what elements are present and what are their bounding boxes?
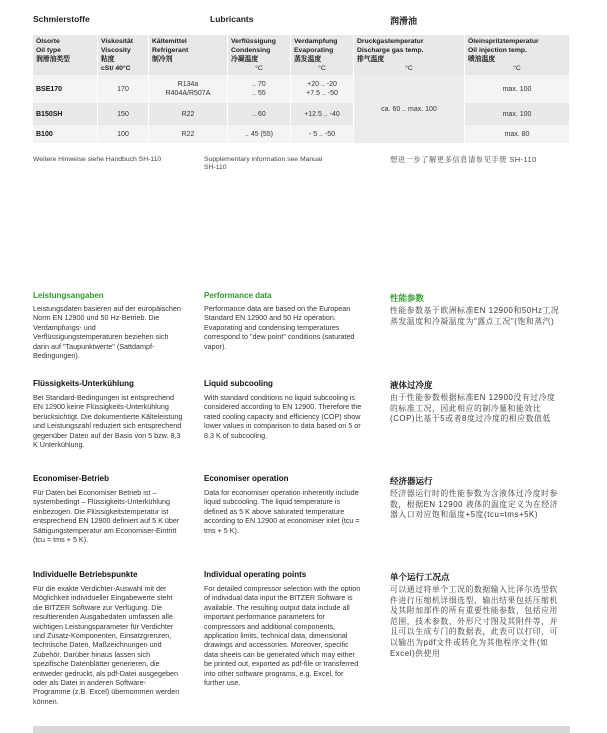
zh-title-individual: 单个运行工况点 <box>390 572 450 582</box>
zh-title-economiser: 经济器运行 <box>390 476 433 486</box>
en-title-subcooling: Liquid subcooling <box>204 379 273 388</box>
note-de: Weitere Hinweise siehe Handbuch SH-110 <box>33 156 162 163</box>
table-row: B100 100 R22 .. 45 (55) - 5 .. -50 max. 80 <box>33 125 570 143</box>
col-viscosity: Viskosität Viscosity 粘度 cSt/ 40°C <box>98 35 149 75</box>
de-title-subcooling: Flüssigkeits-Unterkühlung <box>33 379 134 388</box>
col-oil-injection: Öleinspritztemperatur Oil injection temp. 喷油温度 °C <box>465 35 570 75</box>
zh-title-subcooling: 液体过冷度 <box>390 380 433 390</box>
zh-text-individual: 可以通过将单个工况的数据输入比泽尔选型软件进行压缩机详细选型，输出结果包括压缩机及其附加部件的所有重要性能参数，包括应用范围，技术参数，外形尺寸图及其附件等，并且可以生成专门的数据表，此表可以打印，可以输出为pdf文件或转化为其他程序文件(如Excel)供使用 <box>390 585 558 658</box>
col-evaporating: Verdampfung Evaporating 蒸发温度 °C <box>291 35 354 75</box>
lubricants-table <box>33 35 570 143</box>
header-en: Lubricants <box>210 14 254 24</box>
en-title-economiser: Economiser operation <box>204 474 289 483</box>
de-text-economiser: Für Daten bei Economiser Betrieb ist – systembedingt – Flüssigkeits-Unterkühlung einbezogen. Die Flüssigkeitstemperatur ist entsprechend EN 12900 definiert auf 5 K über Sättigungstemperatur am Economiser-Eintritt (tcu = tms + 5 K). <box>33 488 180 545</box>
en-text-individual: For detailed compressor selection with the option of individual data input the BITZER Software is available. The resulting output data include all important performance parameters for compressors and additional components, application limits, technical data, dimensional drawings and accessories. Moreover, specific data sheets can be generated which may either be printed out, exported as pdf-file or transferred into other software programs, e.g. Excel, for further use. <box>204 584 361 688</box>
de-text-subcooling: Bei Standard-Bedingungen ist entsprechend EN 12900 keine Flüssigkeits-Unterkühlung berücksichtigt. Die dokumentierte Kälteleistung und Leistungszahl reduziert sich entsprechend gegenüber Daten auf der Basis von 5 bzw. 8,3 K Unterkühlung. <box>33 393 183 450</box>
de-title-individual: Individuelle Betriebspunkte <box>33 570 138 579</box>
table-row: B150SH 150 R22 .. 60 +12.5 .. -40 max. 100 <box>33 103 570 125</box>
zh-title-performance: 性能参数 <box>390 293 425 303</box>
en-title-individual: Individual operating points <box>204 570 307 579</box>
discharge-merged-cell: ca. 60 .. max. 100 <box>354 75 465 143</box>
col-discharge: Druckgastemperatur Discharge gas temp. 排气温度 °C <box>354 35 465 75</box>
de-title-performance: Leistungsangaben <box>33 291 104 300</box>
footer-bar <box>33 726 570 733</box>
zh-text-performance: 性能参数基于欧洲标准EN 12900和50Hz工况蒸发温度和冷凝温度为"露点工况"(饱和蒸汽) <box>390 306 560 326</box>
en-text-economiser: Data for economiser operation inherently include liquid subcooling. The liquid temperature is defined as 5 K above saturated temperature according to EN 12900 at economiser inlet (tcu = tms + 5 K). <box>204 488 360 535</box>
note-en: Supplementary information see Manual SH-110 <box>204 156 323 171</box>
note-zh: 想进一步了解更多信息请参见手册 SH-110 <box>390 155 537 164</box>
en-title-performance: Performance data <box>204 291 272 300</box>
de-title-economiser: Economiser-Betrieb <box>33 474 110 483</box>
header-de: Schmierstoffe <box>33 14 90 24</box>
zh-text-economiser: 经济器运行时的性能参数为含液体过冷度时参数，根据EN 12900 液体的温度定义为在经济器入口对应饱和温度+5度(tcu=tms+5K) <box>390 489 559 520</box>
table-row: BSE170 170 R134a R404A/R507A .. 70 .. 55 +20 .. -20 +7.5 .. -50 ca. 60 .. max. 100 max. 100 <box>33 75 570 103</box>
de-text-individual: Für die exakte Verdichter-Auswahl mit der Möglichkeit individueller Eingabewerte steht die BITZER Software zur Verfügung. Die resultierenden Ausgabedaten umfassen alle wichtigen Leistungsparameter für Verdichter und Zusatz-Komponenten, Einsatzgrenzen, technische Daten, Maßzeichnungen und Zubehör. Darüber hinaus lassen sich spezifische Datenblätter generieren, die entweder gedruckt, als pdf-Datei ausgegeben oder als Datei in anderen Software-Programme (z.B. Excel) übernommen werden können. <box>33 584 180 706</box>
en-text-subcooling: With standard conditions no liquid subcooling is considered according to EN 12900. Therefore the rated cooling capacity and efficiency (COP) show lower values in comparison to data based on 5 or 8.3 K of subcooling. <box>204 393 362 440</box>
table-header-row <box>33 35 570 75</box>
de-text-performance: Leistungsdaten basieren auf der europäischen Norm EN 12900 und 50 Hz-Betrieb. Die Verdampfungs- und Verflüssigungstemperaturen beziehen sich darin auf "Taupunktwerte" (Sattdampf-Bedingungen). <box>33 304 181 361</box>
zh-text-subcooling: 由于性能参数根据标准EN 12900没有过冷度的标准工况，因此相应的制冷量和能效比(COP)比基于5或者8度过冷度的相应数值低 <box>390 393 556 424</box>
col-condensing: Verflüssigung Condensing 冷凝温度 °C <box>228 35 291 75</box>
header-zh: 润滑油 <box>390 16 418 26</box>
en-text-performance: Performance data are based on the European Standard EN 12900 and 50 Hz operation. Evaporating and condensing temperatures correspond to "dew point" conditions (saturated vapor). <box>204 304 355 351</box>
col-oil-type: Ölsorte Oil type 润滑油类型 <box>33 35 98 75</box>
col-refrigerant: Kältemittel Refrigerant 制冷剂 <box>149 35 228 75</box>
